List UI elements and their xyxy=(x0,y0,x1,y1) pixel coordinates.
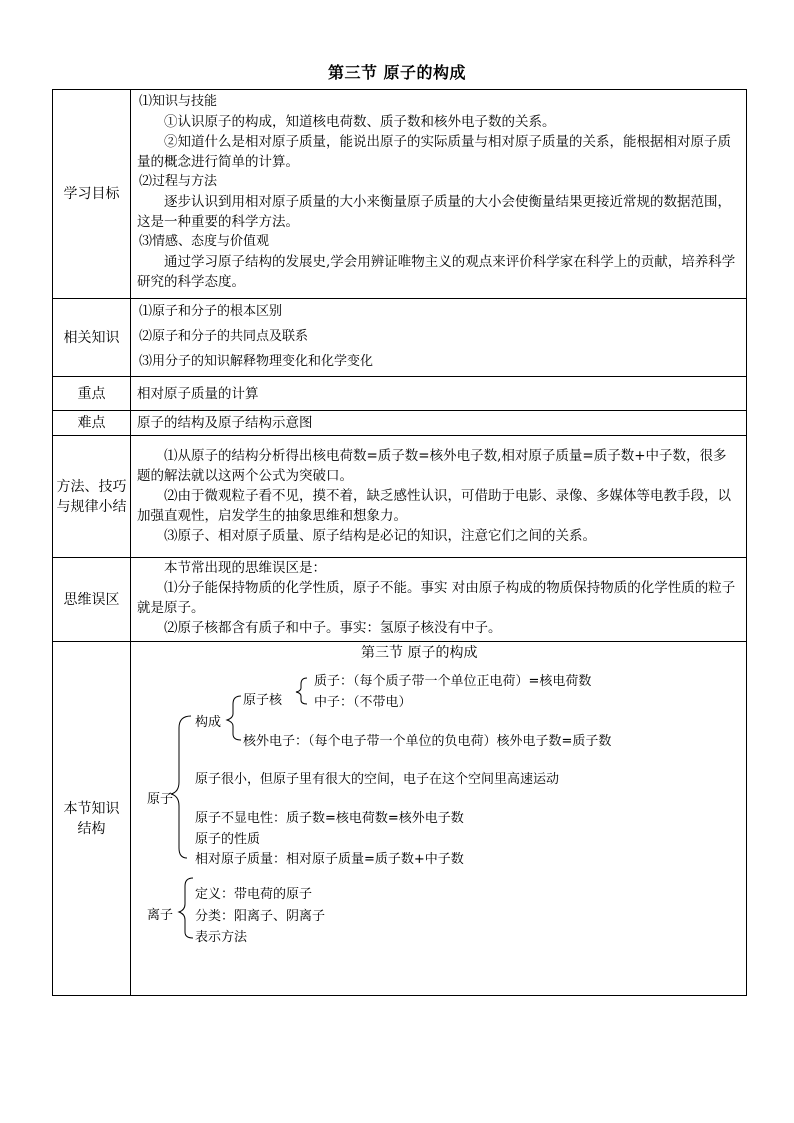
row-label-goals: 学习目标 xyxy=(53,90,131,299)
mistakes-line-3: ⑵原子核都含有质子和中子。事实：氢原子核没有中子。 xyxy=(164,620,502,636)
ion-classification: 分类：阳离子、阴离子 xyxy=(195,909,326,924)
key-content xyxy=(131,377,747,411)
atom-label: 原子 xyxy=(147,792,174,807)
row-label-related: 相关知识 xyxy=(53,299,131,377)
ion-label: 离子 xyxy=(147,908,174,923)
row-label-difficulty: 难点 xyxy=(53,411,131,436)
related-line-2: ⑵原子和分子的共同点及联系 xyxy=(139,329,309,344)
properties-label: 原子的性质 xyxy=(195,832,261,847)
row-difficulty xyxy=(53,411,747,436)
goals-line-3: ②知道什么是相对原子质量，能说出原子的实际质量与相对原子质量的关系，能根据相对原子质量的概念进行简单的计算。 xyxy=(137,134,731,170)
nucleus-label: 原子核 xyxy=(243,693,283,708)
goals-line-2: ①认识原子的构成，知道核电荷数、质子数和核外电子数的关系。 xyxy=(164,114,556,130)
row-label-structure xyxy=(53,642,131,996)
goals-line-1: ⑴知识与技能 xyxy=(139,94,218,109)
neutron-text: 中子：（不带电） xyxy=(314,695,412,710)
electron-text: 核外电子：（每个电子带一个单位的负电荷）核外电子数=质子数 xyxy=(243,734,612,749)
methods-line-1: ⑴从原子的结构分析得出核电荷数=质子数=核外电子数,相对原子质量=质子数+中子数，很多题的解法就以这两个公式为突破口。 xyxy=(137,448,727,484)
row-label-key: 重点 xyxy=(53,377,131,411)
difficulty-text: 原子的结构及原子结构示意图 xyxy=(137,415,313,431)
structure-heading: 第三节 原子的构成 xyxy=(361,645,478,661)
row-goals xyxy=(53,90,747,299)
row-related xyxy=(53,299,747,377)
neutral-text: 原子不显电性：质子数=核电荷数=核外电子数 xyxy=(195,811,464,826)
lesson-table xyxy=(52,89,747,996)
ion-representation: 表示方法 xyxy=(195,930,248,945)
ion-definition: 定义：带电荷的原子 xyxy=(195,887,313,902)
goals-line-5: 逐步认识到用相对原子质量的大小来衡量原子质量的大小会使衡量结果更接近常规的数据范围，这是一种重要的科学方法。 xyxy=(137,194,731,230)
related-line-3: ⑶用分子的知识解释物理变化和化学变化 xyxy=(139,354,374,369)
methods-label-text: 方法、技巧与规律小结 xyxy=(56,478,127,515)
row-label-mistakes: 思维误区 xyxy=(53,558,131,642)
goals-line-7: 通过学习原子结构的发展史,学会用辨证唯物主义的观点来评价科学家在科学上的贡献，培养科学研究的科学态度。 xyxy=(137,254,736,290)
page-title: 第三节 原子的构成 xyxy=(327,63,467,82)
row-structure xyxy=(53,642,747,996)
relative-mass-text: 相对原子质量：相对原子质量=质子数+中子数 xyxy=(195,852,464,867)
mistakes-content xyxy=(131,558,747,642)
row-methods xyxy=(53,436,747,558)
methods-line-2: ⑵由于微观粒子看不见，摸不着，缺乏感性认识，可借助于电影、录像、多媒体等电教手段，以加强直观性，启发学生的抽象思维和想象力。 xyxy=(137,488,731,524)
methods-line-3: ⑶原子、相对原子质量、原子结构是必记的知识，注意它们之间的关系。 xyxy=(164,528,596,544)
related-content xyxy=(131,299,747,377)
row-key xyxy=(53,377,747,411)
goals-line-6: ⑶情感、态度与价值观 xyxy=(139,234,270,249)
proton-text: 质子：（每个质子带一个单位正电荷）=核电荷数 xyxy=(314,674,592,689)
goals-line-4: ⑵过程与方法 xyxy=(139,174,218,189)
methods-content xyxy=(131,436,747,558)
difficulty-content xyxy=(131,411,747,436)
space-text: 原子很小，但原子里有很大的空间，电子在这个空间里高速运动 xyxy=(195,772,560,787)
key-text: 相对原子质量的计算 xyxy=(137,385,259,402)
row-label-methods xyxy=(53,436,131,558)
row-mistakes xyxy=(53,558,747,642)
structure-content xyxy=(131,642,747,996)
knowledge-structure-diagram xyxy=(131,642,746,994)
structure-label-text: 本节知识结构 xyxy=(63,800,120,837)
mistakes-line-2: ⑴分子能保持物质的化学性质，原子不能。事实 对由原子构成的物质保持物质的化学性质的粒子就是原子。 xyxy=(137,580,736,616)
composition-label: 构成 xyxy=(195,715,222,730)
mistakes-line-1: 本节常出现的思维误区是： xyxy=(164,560,326,576)
related-line-1: ⑴原子和分子的根本区别 xyxy=(139,304,283,319)
goals-content xyxy=(131,90,747,299)
